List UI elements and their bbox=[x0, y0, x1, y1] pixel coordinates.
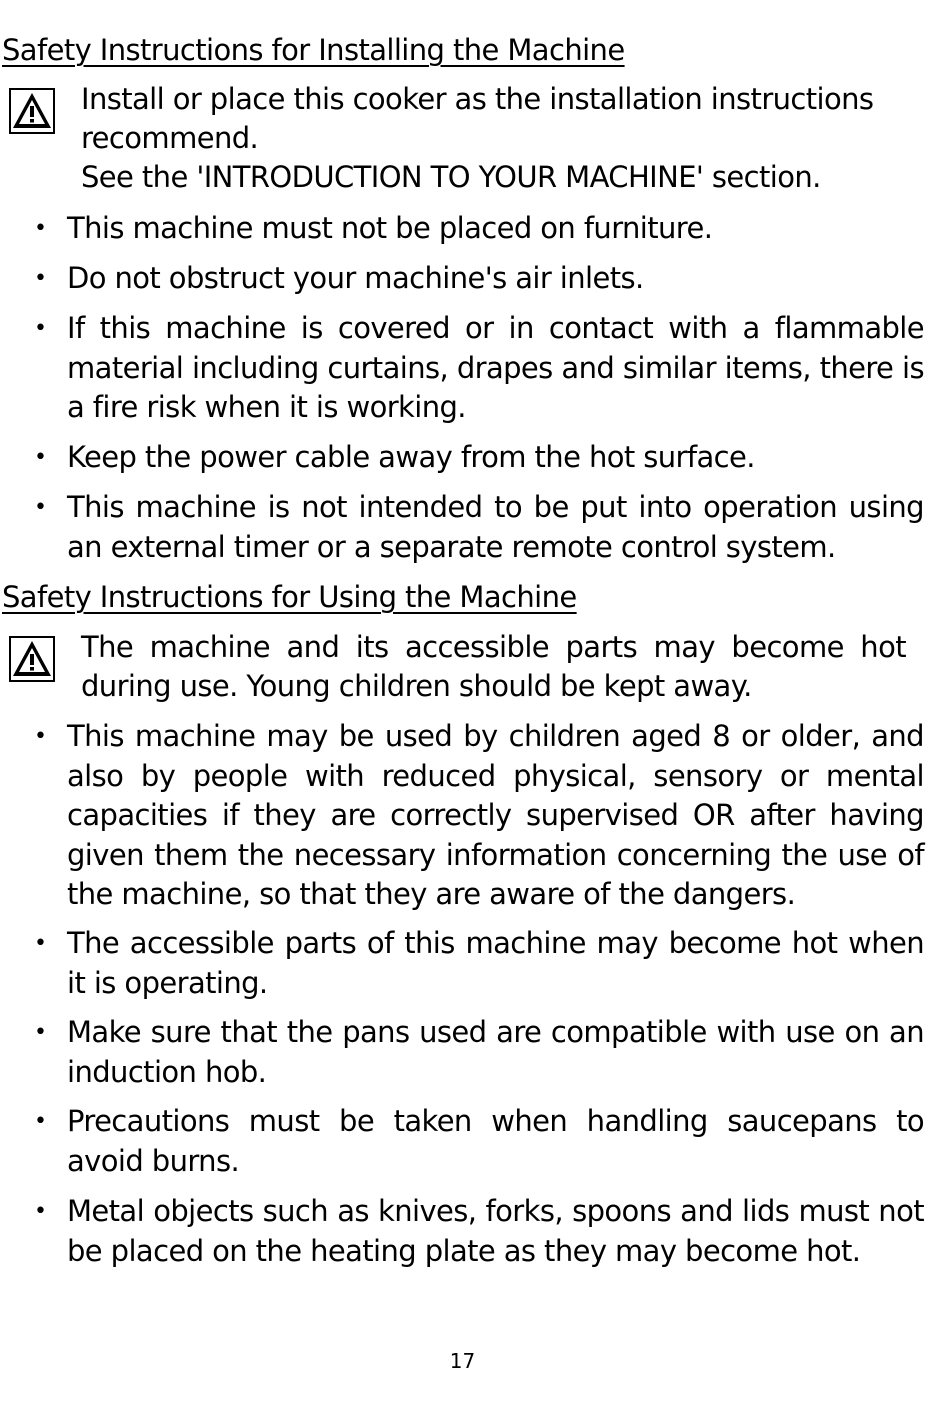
list-item-text: This machine may be used by children aged 8 or older, and also by people with reduced physical, sensory or mental capacities if they are correctly supervised OR after having given them the necessary information concerning the use of the machine, so that they are aware of the dangers. bbox=[67, 719, 924, 911]
page-number: 17 bbox=[449, 1349, 476, 1373]
section-heading-installing: Safety Instructions for Installing the Machine bbox=[2, 33, 625, 67]
list-item-text: Metal objects such as knives, forks, spoons and lids must not be placed on the heating plate as they may become hot. bbox=[67, 1194, 924, 1268]
bullet-dot: • bbox=[34, 1020, 47, 1045]
list-item-text: Do not obstruct your machine's air inlets. bbox=[67, 261, 644, 295]
warning-text-using bbox=[81, 628, 906, 706]
bullet-dot: • bbox=[34, 216, 47, 241]
list-item-text: This machine is not intended to be put into operation using an external timer or a separate remote control system. bbox=[67, 490, 924, 564]
bullet-dot: • bbox=[34, 1109, 47, 1134]
warning-triangle-icon bbox=[9, 636, 55, 682]
section-heading-using: Safety Instructions for Using the Machine bbox=[2, 580, 577, 614]
list-item-text: If this machine is covered or in contact with a flammable material including curtains, drapes and similar items, there is a fire risk when it is working. bbox=[67, 311, 924, 424]
warning-line: during use. Young children should be kept away. bbox=[81, 669, 752, 703]
bullet-dot: • bbox=[34, 931, 47, 956]
list-item-text: This machine must not be placed on furniture. bbox=[67, 211, 713, 245]
warning-triangle-icon bbox=[9, 88, 55, 134]
bullet-dot: • bbox=[34, 445, 47, 470]
list-item-text: Keep the power cable away from the hot surface. bbox=[67, 440, 755, 474]
bullet-dot: • bbox=[34, 495, 47, 520]
list-item-text: Precautions must be taken when handling saucepans to avoid burns. bbox=[67, 1104, 924, 1178]
warning-line: recommend. bbox=[81, 121, 259, 155]
bullet-dot: • bbox=[34, 266, 47, 291]
bullet-dot: • bbox=[34, 1199, 47, 1224]
warning-text-installing bbox=[81, 80, 906, 197]
list-item-text: Make sure that the pans used are compatible with use on an induction hob. bbox=[67, 1015, 924, 1089]
bullet-dot: • bbox=[34, 724, 47, 749]
list-item-text: The accessible parts of this machine may become hot when it is operating. bbox=[67, 926, 924, 1000]
bullet-dot: • bbox=[34, 316, 47, 341]
warning-line: The machine and its accessible parts may become hot bbox=[81, 630, 906, 664]
warning-line: See the 'INTRODUCTION TO YOUR MACHINE' section. bbox=[81, 160, 821, 194]
warning-line: Install or place this cooker as the installation instructions bbox=[81, 82, 874, 116]
